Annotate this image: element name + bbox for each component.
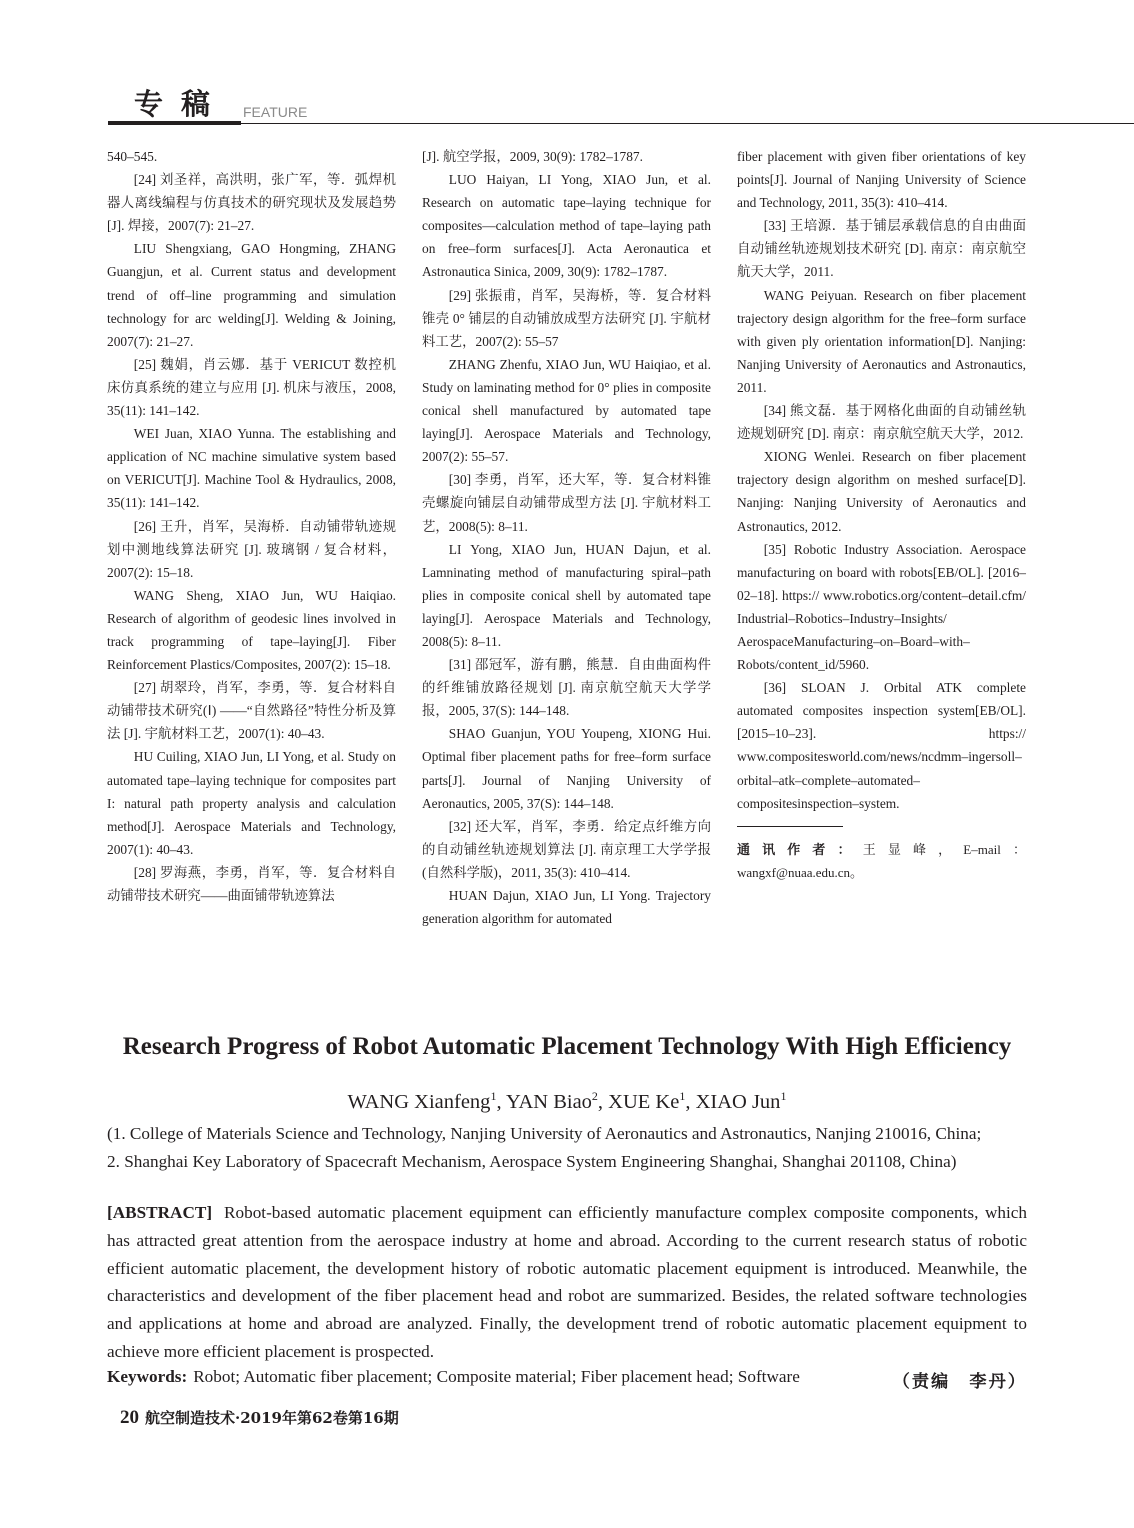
keywords-text: Robot; Automatic fiber placement; Composite material; Fiber placement head; Software: [193, 1367, 800, 1386]
reference-entry: 540–545.: [107, 149, 158, 164]
reference-entry: WEI Juan, XIAO Yunna. The establishing and application of NC machine simulative system based on VERICUT[J]. Machine Tool & Hydraulics, 2008, 35(11): 141–142.: [107, 426, 396, 511]
reference-entry: [29] 张振甫，肖军，吴海桥，等．复合材料锥壳 0° 铺层的自动铺放成型方法研究 [J]. 宇航材料工艺，2007(2): 55–57: [422, 287, 711, 349]
reference-entry: HU Cuiling, XIAO Jun, LI Yong, et al. Study on automated tape–laying technique for composites part I: natural path property analysis and calculation method[J]. Aerospace Materials and Technology, 2007(1): 40–43.: [107, 749, 396, 857]
reference-entry: LUO Haiyan, LI Yong, XIAO Jun, et al. Research on automatic tape–laying technique for composites—calculation method of tape–laying path on free–form surfaces[J]. Acta Aeronautica et Astronautica Sinica, 2009, 30(9): 1782–1787.: [422, 172, 711, 280]
corresponding-author-label: 通讯作者：: [737, 841, 863, 857]
reference-entry: [31] 邵冠军，游有鹏，熊慧．自由曲面构件的纤维铺放路径规划 [J]. 南京航空航天大学学报，2005, 37(S): 144–148.: [422, 657, 711, 719]
reference-column-2: [422, 145, 711, 930]
reference-entry: fiber placement with given fiber orientations of key points[J]. Journal of Nanjing University of Science and Technology, 2011, 35(3): 410–414.: [737, 149, 1026, 211]
reference-entry: [28] 罗海燕，李勇，肖军，等．复合材料自动铺带技术研究——曲面铺带轨迹算法: [107, 864, 396, 903]
author-affiliation-marker: 1: [490, 1089, 497, 1103]
reference-column-3: [737, 145, 1026, 884]
reference-entry: [27] 胡翠玲，肖军，李勇，等．复合材料自动铺带技术研究(Ⅰ) ——“自然路径”特性分析及算法 [J]. 宇航材料工艺，2007(1): 40–43.: [107, 680, 396, 742]
reference-entry: WANG Peiyuan. Research on fiber placement trajectory design algorithm for the free–form surface with given ply orientation information[D]. Nanjing: Nanjing University of Aeronautics and Astronautics, 2011.: [737, 287, 1026, 395]
keywords-label: Keywords:: [107, 1367, 188, 1386]
author-separator: ,: [685, 1090, 696, 1113]
reference-entry: [33] 王培源．基于铺层承载信息的自由曲面自动铺丝轨迹规划技术研究 [D]. 南京：南京航空航天大学，2011.: [737, 218, 1026, 280]
author-separator: ,: [597, 1090, 609, 1113]
page-header: [108, 80, 1134, 126]
author-list: [0, 1089, 1134, 1114]
section-subtitle: FEATURE: [243, 104, 308, 120]
reference-entry: [34] 熊文磊．基于网格化曲面的自动铺丝轨迹规划研究 [D]. 南京：南京航空航天大学，2012.: [737, 403, 1026, 442]
header-rule-thick: [108, 121, 241, 125]
author-separator: ,: [496, 1090, 506, 1113]
journal-name: 航空制造技术·2019年第62卷第16期: [145, 1409, 399, 1427]
reference-entry: XIONG Wenlei. Research on fiber placement trajectory design algorithm on meshed surface[D]. Nanjing: Nanjing University of Aeronautics and Astronautics, 2012.: [737, 449, 1026, 534]
keywords: [107, 1367, 1027, 1387]
reference-entry: WANG Sheng, XIAO Jun, WU Haiqiao. Research of algorithm of geodesic lines involved in track programming of tape–laying[J]. Fiber Reinforcement Plastics/Composites, 2007(2): 15–18.: [107, 587, 396, 673]
reference-entry: SHAO Guanjun, YOU Youpeng, XIONG Hui. Optimal fiber placement paths for free–form surface parts[J]. Journal of Nanjing University of Aeronautics, 2005, 37(S): 144–148.: [422, 726, 711, 811]
author-name: XUE Ke: [608, 1090, 680, 1113]
abstract-label: [ABSTRACT]: [107, 1203, 213, 1222]
reference-entry: LI Yong, XIAO Jun, HUAN Dajun, et al. Lamninating method of manufacturing spiral–path plies in composite conical shell by automated tape laying[J]. Aerospace Materials and Technology, 2008(5): 8–11.: [422, 541, 711, 649]
reference-entry: [36] SLOAN J. Orbital ATK complete automated composites inspection system[EB/OL]. [2015–10–23]. https:// www.compositesworld.com/news/ncdmm–ingersoll–orbital–atk–complete–automated–compositesinspection–system.: [737, 680, 1026, 811]
reference-entry: [25] 魏娟，肖云娜．基于 VERICUT 数控机床仿真系统的建立与应用 [J]. 机床与液压，2008, 35(11): 141–142.: [107, 356, 396, 419]
author-affiliation-marker: 1: [780, 1089, 787, 1103]
reference-entry: [35] Robotic Industry Association. Aerospace manufacturing on board with robots[EB/OL]. [2016–02–18]. https:// www.robotics.org/content–detail.cfm/ Industrial–Robotics–Industry–Insights/ AerospaceManufacturing–on–Board–with–Robots/content_id/5960.: [737, 541, 1026, 673]
reference-entry: [26] 王升，肖军，吴海桥．自动铺带轨迹规划中测地线算法研究 [J]. 玻璃钢 / 复合材料，2007(2): 15–18.: [107, 518, 396, 580]
affiliation-1: (1. College of Materials Science and Technology, Nanjing University of Aeronautics and Astronautics, Nanjing 210016, China;: [107, 1124, 982, 1143]
reference-entry: [30] 李勇，肖军，还大军，等．复合材料锥壳螺旋向铺层自动铺带成型方法 [J]. 宇航材料工艺，2008(5): 8–11.: [422, 472, 711, 534]
author-affiliation-marker: 2: [591, 1089, 598, 1103]
author-name: WANG Xianfeng: [347, 1090, 491, 1113]
corresponding-author: [737, 838, 1026, 884]
article-title: Research Progress of Robot Automatic Placement Technology With High Efficiency: [122, 1033, 1012, 1060]
abstract-text: Robot-based automatic placement equipment can efficiently manufacture complex composite components, which has attracted great attention from the aerospace industry at home and abroad. According to the current research status of robotic efficient automatic placement, the development history of robotic automatic placement equipment is introduced. Meanwhile, the characteristics and development of the fiber placement head and robot are summarized. Besides, the related software technologies and applications at home and abroad are analyzed. Finally, the development trend of robotic automatic placement equipment to achieve more efficient placement is prospected.: [107, 1203, 1027, 1361]
reference-entry: LIU Shengxiang, GAO Hongming, ZHANG Guangjun, et al. Current status and development trend of off–line programming and simulation technology for arc welding[J]. Welding & Joining, 2007(7): 21–27.: [107, 241, 396, 349]
editor-note: （责编 李丹）: [892, 1372, 1027, 1392]
section-title: 专稿: [134, 87, 229, 121]
corresponding-author-text: 王显峰，E–mail：wangxf@nuaa.edu.cn。: [737, 841, 1026, 880]
reference-entry: [24] 刘圣祥，高洪明，张广军，等．弧焊机器人离线编程与仿真技术的研究现状及发展趋势 [J]. 焊接，2007(7): 21–27.: [107, 172, 396, 234]
affiliation-2: 2. Shanghai Key Laboratory of Spacecraft Mechanism, Aerospace System Engineering Shanghai, Shanghai 201108, China): [107, 1152, 957, 1171]
reference-entry: [J]. 航空学报，2009, 30(9): 1782–1787.: [422, 149, 643, 164]
page-footer: [120, 1407, 399, 1429]
footnote-separator: [737, 826, 843, 827]
abstract: [107, 1199, 1027, 1366]
author-name: XIAO Jun: [695, 1090, 781, 1113]
header-rule-thin: [241, 123, 1134, 124]
reference-entry: ZHANG Zhenfu, XIAO Jun, WU Haiqiao, et al. Study on laminating method for 0° plies in composite conical shell manufactured by automated tape laying[J]. Aerospace Materials and Technology, 2007(2): 55–57.: [422, 356, 711, 465]
page-number: 20: [120, 1407, 139, 1428]
author-affiliation-marker: 1: [679, 1089, 686, 1103]
reference-column-1: [107, 145, 396, 907]
author-name: YAN Biao: [505, 1090, 592, 1113]
reference-entry: [32] 还大军，肖军，李勇．给定点纤维方向的自动铺丝轨迹规划算法 [J]. 南京理工大学学报(自然科学版)，2011, 35(3): 410–414.: [422, 818, 711, 880]
reference-entry: HUAN Dajun, XIAO Jun, LI Yong. Trajectory generation algorithm for automated: [422, 888, 711, 927]
